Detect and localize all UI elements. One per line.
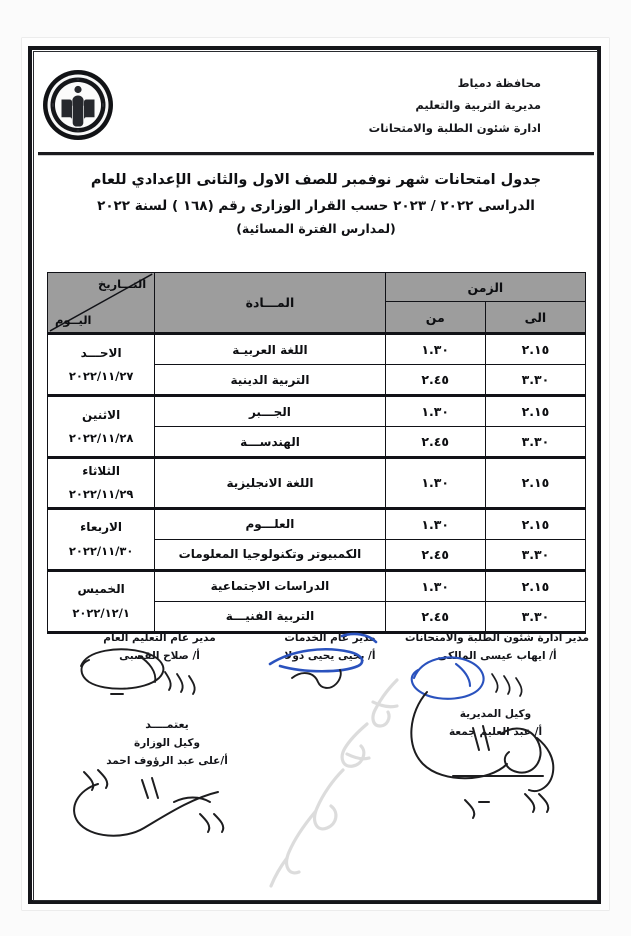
cell-date: ٢٠٢٢/١٢/١ xyxy=(72,605,130,620)
signature-ministry-deputy xyxy=(72,716,262,770)
cell-subject: التربية الفنيـــة xyxy=(155,601,385,632)
cell-time-from: ١.٣٠ xyxy=(385,570,485,601)
table-row xyxy=(48,334,586,365)
cell-subject: اللغة العربيـة xyxy=(155,334,385,365)
cell-subject: الجـــبر xyxy=(155,396,385,427)
signature-role: مدير عام الخدمات xyxy=(284,632,376,644)
signature-role: مدير عام التعليم العام xyxy=(103,632,216,644)
column-header-time-group: الزمن xyxy=(385,273,585,302)
ministry-education-emblem-icon xyxy=(41,68,115,142)
cell-time-to: ٣.٣٠ xyxy=(485,601,585,632)
cell-date: ٢٠٢٢/١١/٢٧ xyxy=(68,368,134,383)
signature-name: أ/ صلاح القصبى xyxy=(119,649,200,662)
org-line-department: ادارة شئون الطلبة والامتحانات xyxy=(368,120,541,135)
title-line-1: جدول امتحانات شهر نوفمبر للصف الاول والثانى الإعدادي للعام xyxy=(90,172,542,188)
cell-time-from: ١.٣٠ xyxy=(385,458,485,509)
exam-schedule-table xyxy=(47,272,586,634)
signature-role: مدير ادارة شئون الطلبة والامتحانات xyxy=(404,632,590,644)
signature-name: أ/على عبد الرؤوف احمد xyxy=(106,754,228,767)
column-header-day: اليــوم xyxy=(55,313,92,327)
cell-time-to: ٢.١٥ xyxy=(485,508,585,539)
table-header-row-top xyxy=(48,273,586,302)
signature-exams-director xyxy=(402,630,592,666)
cell-subject: الهندســـة xyxy=(155,427,385,458)
cell-time-from: ٢.٤٥ xyxy=(385,365,485,396)
cell-date: ٢٠٢٢/١١/٣٠ xyxy=(68,543,134,558)
cell-time-from: ٢.٤٥ xyxy=(385,539,485,570)
cell-day-name: الثلاثاء xyxy=(82,464,120,478)
signature-services-director xyxy=(250,630,410,666)
table-body xyxy=(48,334,586,633)
exam-schedule-table-container xyxy=(47,272,586,634)
document-header xyxy=(33,58,593,154)
signature-general-education-director xyxy=(67,630,252,666)
cell-time-to: ٢.١٥ xyxy=(485,396,585,427)
table-row xyxy=(48,396,586,427)
organization-lines xyxy=(369,72,541,139)
cell-time-from: ١.٣٠ xyxy=(385,334,485,365)
cell-date: ٢٠٢٢/١١/٢٨ xyxy=(68,430,134,445)
cell-day-name: الاربعاء xyxy=(80,520,123,535)
table-row xyxy=(48,570,586,601)
cell-time-to: ٢.١٥ xyxy=(485,570,585,601)
signature-ink-icon xyxy=(54,758,249,848)
column-header-time-from: من xyxy=(385,302,485,334)
cell-time-to: ٣.٣٠ xyxy=(485,539,585,570)
table-row xyxy=(48,508,586,539)
header-divider xyxy=(38,152,594,155)
cell-time-to: ٢.١٥ xyxy=(485,334,585,365)
org-line-governorate: محافظة دمياط xyxy=(457,76,541,90)
column-header-subject: المـــادة xyxy=(155,273,385,334)
signature-name: أ/ ايهاب عيسى المالكى xyxy=(437,649,557,662)
cell-subject: التربية الدينية xyxy=(155,365,385,396)
signature-name: أ/ عبد العليم جمعة xyxy=(448,725,543,738)
signature-name: أ/ يحيى يحيى دولا xyxy=(284,649,376,662)
cell-time-from: ١.٣٠ xyxy=(385,508,485,539)
cell-date: ٢٠٢٢/١١/٢٩ xyxy=(68,487,134,502)
cell-subject: الدراسات الاجتماعية xyxy=(155,570,385,601)
cell-day-date xyxy=(48,458,155,509)
cell-day-name: الخميس xyxy=(77,582,125,597)
approval-label: يعتمــــد xyxy=(145,718,189,731)
cell-subject: الكمبيوتر وتكنولوجيا المعلومات xyxy=(155,539,385,570)
signature-role: وكيل المديرية xyxy=(459,708,532,720)
signature-role: وكيل الوزارة xyxy=(134,736,200,749)
column-header-date: التـــاريخ xyxy=(97,277,147,291)
cell-time-to: ٣.٣٠ xyxy=(485,427,585,458)
cell-day-date xyxy=(48,570,155,632)
cell-subject: العلـــوم xyxy=(155,508,385,539)
signature-ink-icon xyxy=(397,672,582,822)
title-line-2: الدراسى ٢٠٢٢ / ٢٠٢٣ حسب القرار الوزارى رقم (١٦٨ ) لسنة ٢٠٢٢ xyxy=(97,197,535,214)
cell-time-to: ٢.١٥ xyxy=(485,458,585,509)
cell-day-date xyxy=(48,334,155,396)
table-header xyxy=(48,273,586,334)
signature-block xyxy=(40,628,592,868)
cell-day-date xyxy=(48,508,155,570)
title-line-3: (لمدارس الفترة المسائية) xyxy=(236,220,396,236)
table-row xyxy=(48,458,586,509)
page-title xyxy=(48,168,584,240)
signature-directorate-deputy xyxy=(413,706,578,742)
cell-day-name: الاحـــد xyxy=(80,345,122,360)
column-header-time-to: الى xyxy=(485,302,585,334)
cell-time-from: ١.٣٠ xyxy=(385,396,485,427)
org-line-directorate: مديرية التربية والتعليم xyxy=(415,98,541,113)
cell-time-from: ٢.٤٥ xyxy=(385,427,485,458)
cell-time-from: ٢.٤٥ xyxy=(385,601,485,632)
cell-day-name: الاثنين xyxy=(82,407,121,422)
cell-time-to: ٣.٣٠ xyxy=(485,365,585,396)
cell-day-date xyxy=(48,396,155,458)
column-header-day-date xyxy=(48,273,155,334)
cell-subject: اللغة الانجليزية xyxy=(155,458,385,509)
